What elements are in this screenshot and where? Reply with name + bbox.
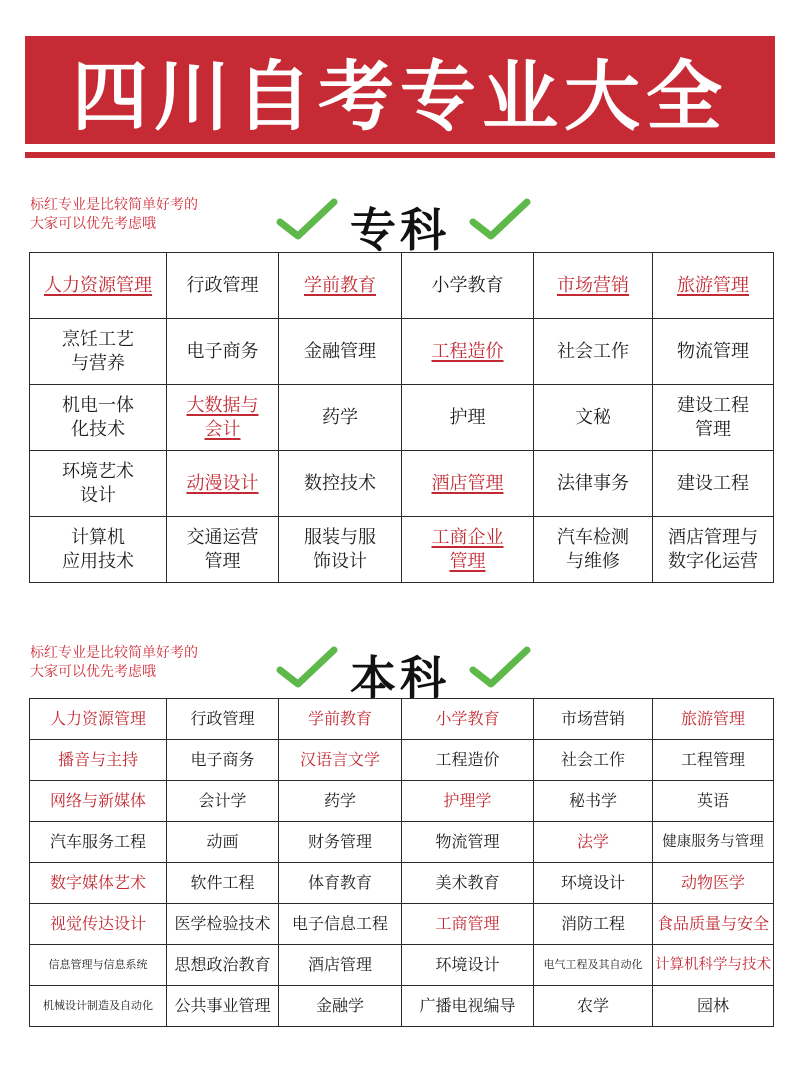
major-name: 秘书学 [568,791,617,810]
major-cell [402,385,534,451]
major-cell [30,740,167,781]
title-banner [25,36,775,144]
table-row [30,699,774,740]
major-cell [653,822,774,863]
major-cell [167,781,279,822]
table-row [30,945,774,986]
major-name: 思想政治教育 [174,955,271,974]
major-cell [279,699,402,740]
major-name: 应用技术 [62,550,134,572]
major-cell [30,781,167,822]
major-cell [279,986,402,1027]
major-name: 健康服务与管理 [662,834,764,850]
major-cell [30,863,167,904]
major-name: 酒店管理与 [668,526,758,548]
major-cell [279,904,402,945]
major-cell [279,740,402,781]
benke-note [30,644,198,682]
major-name: 行政管理 [190,709,255,728]
major-cell [30,451,167,517]
major-name: 护理学 [443,791,492,810]
table-row [30,986,774,1027]
major-name: 园林 [696,996,729,1015]
major-name: 社会工作 [560,750,625,769]
major-cell [279,863,402,904]
major-cell [402,699,534,740]
major-cell [30,904,167,945]
major-name: 播音与主持 [57,750,138,769]
major-name: 学前教育 [304,274,376,296]
major-name: 与维修 [566,550,620,572]
major-cell [653,986,774,1027]
major-name: 汉语言文学 [299,750,380,769]
major-name: 金融学 [315,996,364,1015]
major-name: 小学教育 [431,274,504,296]
table-row [30,781,774,822]
major-name: 数控技术 [304,472,376,494]
major-cell [167,904,279,945]
major-cell [167,319,279,385]
major-name: 工程管理 [680,750,745,769]
major-cell [402,781,534,822]
major-name: 旅游管理 [680,709,745,728]
major-cell [279,781,402,822]
major-name: 饰设计 [313,550,367,572]
table-row [30,451,774,517]
major-name: 机电一体 [62,394,134,416]
major-cell [402,253,534,319]
major-cell [279,385,402,451]
zhuanke-note [30,196,198,234]
major-name: 工程造价 [435,750,500,769]
major-name: 软件工程 [190,873,255,892]
major-cell [534,253,653,319]
major-name: 社会工作 [557,340,629,362]
section-title-benke: 本科 [350,651,450,705]
benke-header [0,644,800,704]
major-cell [167,451,279,517]
table-row [30,517,774,583]
major-name: 会计 [204,418,241,440]
note-line: 大家可以优先考虑哦 [30,664,156,680]
major-cell [402,945,534,986]
major-name: 会计学 [198,791,247,810]
major-cell [402,319,534,385]
major-cell [167,863,279,904]
major-cell [402,740,534,781]
major-cell [402,986,534,1027]
major-name: 电气工程及其自动化 [543,958,643,971]
zhuanke-major-table [29,252,774,583]
major-name: 行政管理 [186,274,259,296]
major-cell [653,945,774,986]
major-cell [534,699,653,740]
major-cell [402,863,534,904]
major-name: 网络与新媒体 [49,791,146,810]
major-name: 广播电视编导 [419,996,516,1015]
major-name: 汽车服务工程 [49,832,146,851]
major-cell [534,904,653,945]
major-name: 动漫设计 [186,472,259,494]
major-name: 小学教育 [435,709,500,728]
table-row [30,863,774,904]
major-cell [653,863,774,904]
major-name: 旅游管理 [677,274,749,296]
table-row [30,740,774,781]
check-icon [465,642,535,692]
major-cell [167,699,279,740]
major-name: 金融管理 [304,340,376,362]
major-cell [402,517,534,583]
major-name: 食品质量与安全 [656,914,769,933]
major-cell [30,253,167,319]
major-name: 环境艺术 [62,460,134,482]
note-line: 标红专业是比较简单好考的 [30,645,198,661]
table-row [30,319,774,385]
major-cell [534,863,653,904]
major-name: 视觉传达设计 [49,914,146,933]
major-cell [653,253,774,319]
major-name: 化技术 [71,418,125,440]
major-cell [167,986,279,1027]
check-icon [272,194,342,244]
benke-major-table [29,698,774,1027]
major-cell [30,699,167,740]
major-name: 数字媒体艺术 [49,873,146,892]
major-cell [653,385,774,451]
section-title-zhuanke: 专科 [350,203,450,257]
major-cell [279,253,402,319]
major-name: 酒店管理 [431,472,504,494]
major-name: 法律事务 [557,472,629,494]
page-title: 四川自考专业大全 [72,51,728,141]
major-cell [534,451,653,517]
major-cell [534,319,653,385]
major-name: 英语 [696,791,729,810]
major-cell [534,945,653,986]
major-name: 美术教育 [435,873,500,892]
major-name: 医学检验技术 [174,914,271,933]
major-cell [167,385,279,451]
major-cell [534,781,653,822]
major-cell [653,699,774,740]
major-name: 管理 [204,550,241,572]
major-cell [167,517,279,583]
major-name: 与营养 [71,352,125,374]
major-name: 学前教育 [307,709,372,728]
major-name: 公共事业管理 [174,996,271,1015]
major-name: 护理 [449,406,486,428]
major-name: 建设工程 [677,394,749,416]
major-name: 数字化运营 [668,550,758,572]
check-icon [272,642,342,692]
major-name: 法学 [576,832,609,851]
major-name: 服装与服 [304,526,376,548]
major-cell [30,945,167,986]
major-name: 酒店管理 [307,955,372,974]
major-cell [402,451,534,517]
major-cell [534,822,653,863]
table-row [30,253,774,319]
major-cell [534,385,653,451]
major-name: 物流管理 [435,832,500,851]
major-name: 市场营销 [560,709,625,728]
major-name: 计算机科学与技术 [655,957,771,973]
major-cell [30,319,167,385]
note-line: 大家可以优先考虑哦 [30,216,156,232]
major-name: 交通运营 [186,526,259,548]
major-cell [534,986,653,1027]
major-name: 物流管理 [677,340,749,362]
major-cell [279,517,402,583]
major-name: 药学 [323,791,356,810]
major-name: 动画 [206,832,239,851]
major-name: 电子信息工程 [291,914,388,933]
check-icon [465,194,535,244]
major-cell [279,945,402,986]
major-name: 农学 [576,996,609,1015]
major-name: 环境设计 [560,873,625,892]
major-cell [653,781,774,822]
major-name: 信息管理与信息系统 [48,958,148,971]
major-cell [167,253,279,319]
major-name: 消防工程 [560,914,625,933]
major-name: 文秘 [575,406,611,428]
major-cell [279,451,402,517]
major-name: 工商企业 [431,526,504,548]
major-cell [534,740,653,781]
major-name: 动物医学 [680,873,745,892]
major-name: 药学 [322,406,358,428]
major-name: 人力资源管理 [49,709,146,728]
major-cell [279,822,402,863]
major-name: 电子商务 [186,340,259,362]
major-name: 汽车检测 [557,526,629,548]
major-cell [30,986,167,1027]
major-name: 大数据与 [186,394,259,416]
major-cell [534,517,653,583]
major-name: 管理 [695,418,731,440]
major-name: 计算机 [71,526,125,548]
major-name: 人力资源管理 [44,274,152,296]
major-cell [30,822,167,863]
major-cell [167,822,279,863]
major-name: 财务管理 [307,832,372,851]
table-row [30,385,774,451]
major-name: 管理 [449,550,486,572]
major-name: 体育教育 [307,873,372,892]
major-name: 工商管理 [435,914,500,933]
major-name: 设计 [80,484,116,506]
major-name: 烹饪工艺 [62,328,134,350]
major-cell [653,517,774,583]
major-cell [653,740,774,781]
major-cell [167,740,279,781]
major-name: 环境设计 [435,955,500,974]
banner-underline [25,152,775,158]
major-name: 电子商务 [190,750,255,769]
major-cell [30,385,167,451]
major-cell [653,904,774,945]
major-name: 机械设计制造及自动化 [43,999,153,1012]
zhuanke-header [0,196,800,256]
major-name: 市场营销 [557,274,629,296]
table-row [30,822,774,863]
major-name: 工程造价 [431,340,504,362]
major-name: 建设工程 [677,472,749,494]
major-cell [653,451,774,517]
major-cell [402,822,534,863]
table-row [30,904,774,945]
major-cell [167,945,279,986]
major-cell [30,517,167,583]
note-line: 标红专业是比较简单好考的 [30,197,198,213]
major-cell [279,319,402,385]
major-cell [402,904,534,945]
major-cell [653,319,774,385]
